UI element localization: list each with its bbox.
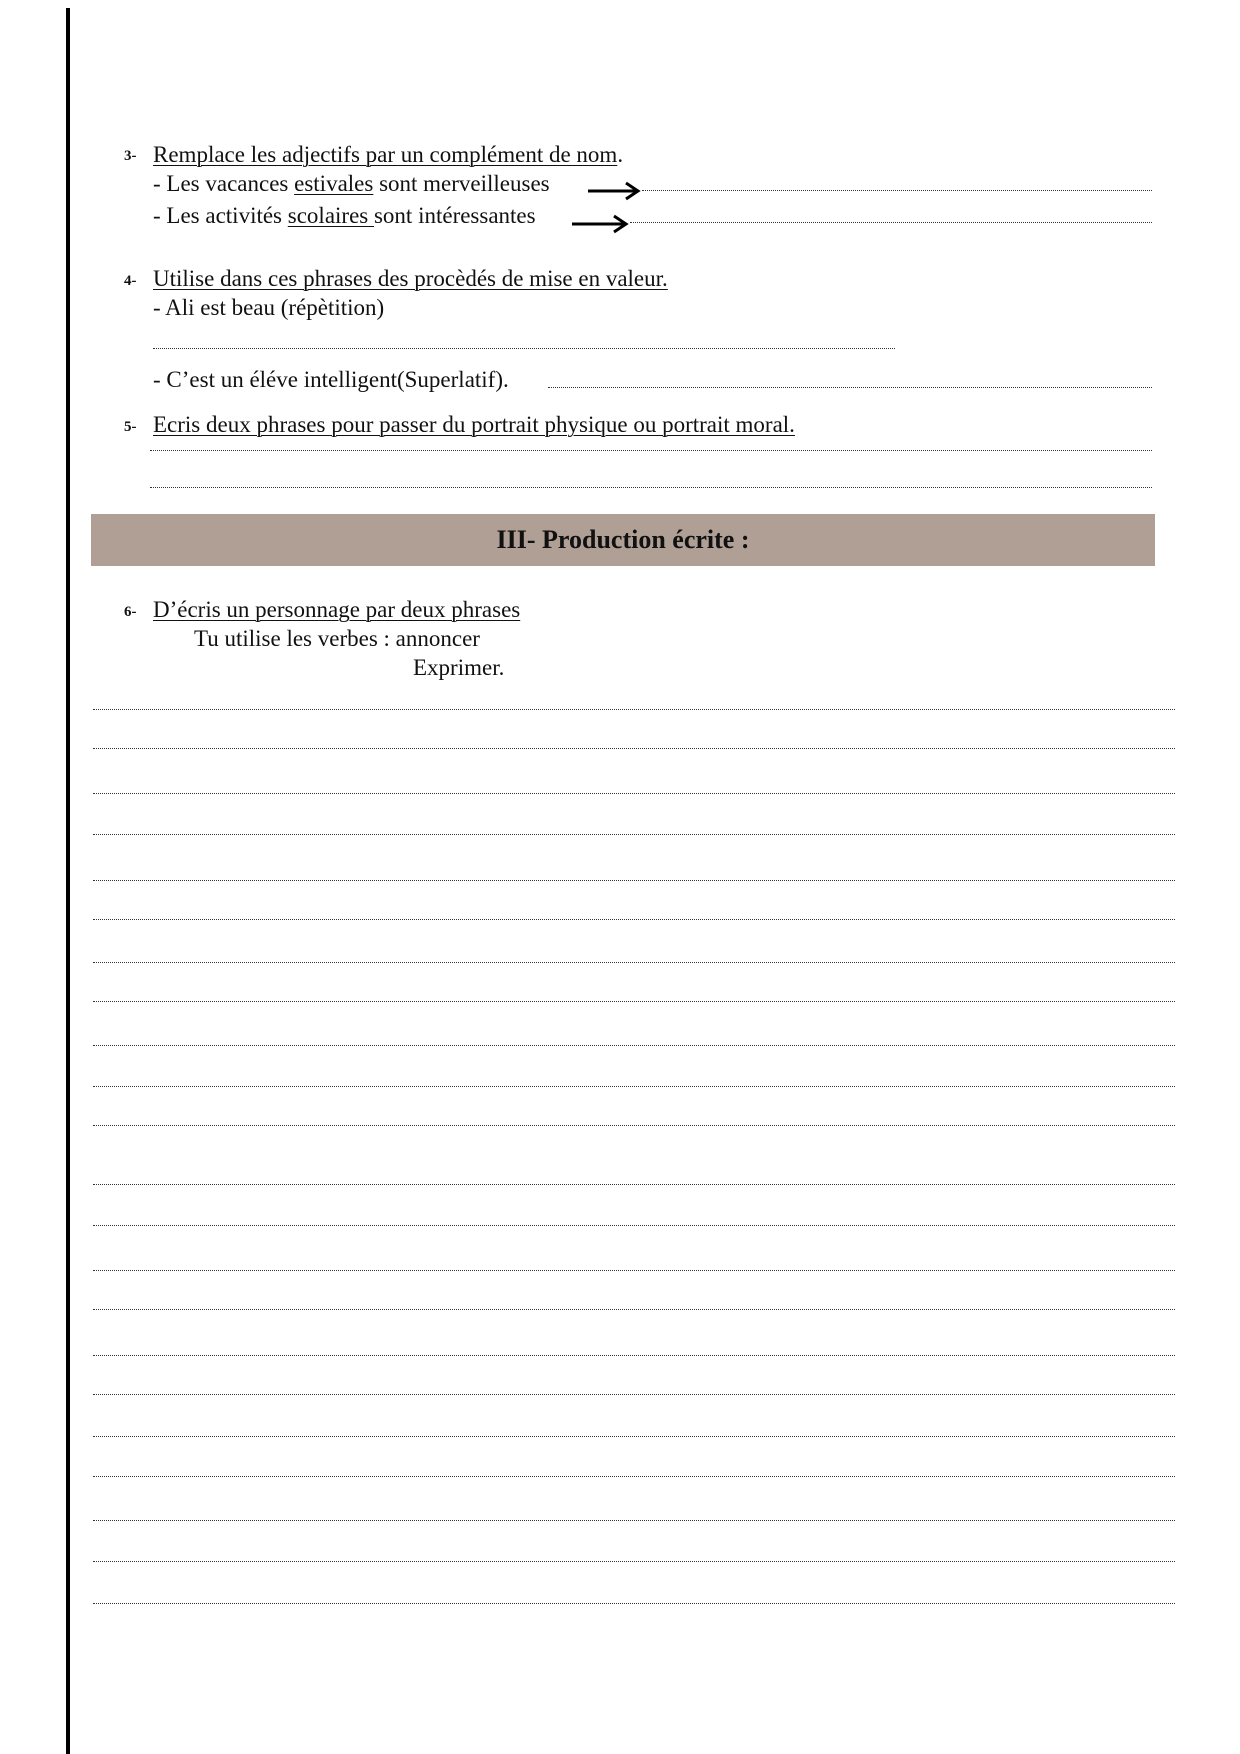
writing-line[interactable] (93, 1436, 1175, 1437)
writing-line[interactable] (93, 919, 1175, 920)
writing-line[interactable] (93, 834, 1175, 835)
q3-line2-adjective: scolaires (287, 203, 374, 228)
writing-line[interactable] (93, 709, 1175, 710)
writing-line[interactable] (93, 748, 1175, 749)
writing-line[interactable] (93, 1184, 1175, 1185)
question-4-sentence-1: - Ali est beau (répètition) (153, 295, 385, 320)
writing-line[interactable] (93, 1125, 1175, 1126)
answer-line-q3-1[interactable] (642, 190, 1152, 191)
writing-line[interactable] (93, 1225, 1175, 1226)
answer-line-q5-2[interactable] (150, 487, 1152, 488)
writing-line[interactable] (93, 1603, 1175, 1604)
q3-line1-suffix: sont merveilleuses (373, 171, 550, 196)
question-6-instruction: D’écris un personnage par deux phrases (153, 597, 521, 622)
writing-line[interactable] (93, 962, 1175, 963)
writing-line[interactable] (93, 1001, 1175, 1002)
question-4-sentence-2: - C’est un éléve intelligent(Superlatif). (153, 367, 509, 392)
writing-line[interactable] (93, 1270, 1175, 1271)
q3-line1-prefix: - Les vacances (153, 171, 295, 196)
writing-line[interactable] (93, 1355, 1175, 1356)
answer-line-q5-1[interactable] (150, 450, 1152, 451)
writing-line[interactable] (93, 793, 1175, 794)
writing-line[interactable] (93, 1476, 1175, 1477)
question-6-hint-1: Tu utilise les verbes : annoncer (194, 626, 480, 651)
question-3-number: 3- (124, 148, 137, 164)
answer-line-q3-2[interactable] (630, 222, 1152, 223)
section-banner (91, 514, 1155, 566)
question-3-instruction-text: Remplace les adjectifs par un complément de nom (153, 142, 618, 167)
question-5-instruction: Ecris deux phrases pour passer du portrait physique ou portrait moral. (153, 412, 795, 437)
writing-line[interactable] (93, 1045, 1175, 1046)
arrow-right-icon (586, 180, 642, 202)
writing-line[interactable] (93, 1520, 1175, 1521)
q3-line1-adjective: estivales (294, 171, 374, 196)
question-6-number: 6- (124, 604, 137, 620)
question-3-instruction (153, 141, 623, 169)
answer-line-q4-1[interactable] (153, 348, 895, 349)
writing-line[interactable] (93, 1561, 1175, 1562)
writing-line[interactable] (93, 1394, 1175, 1395)
question-4-instruction: Utilise dans ces phrases des procèdés de mise en valeur. (153, 266, 668, 291)
writing-line[interactable] (93, 880, 1175, 881)
left-margin-bar (66, 8, 70, 1754)
question-3-sentence-2 (153, 202, 536, 230)
q3-line2-suffix: sont intéressantes (373, 203, 536, 228)
answer-line-q4-2[interactable] (548, 387, 1152, 388)
question-5-number: 5- (124, 419, 137, 435)
question-6-hint-2: Exprimer. (413, 655, 505, 680)
writing-line[interactable] (93, 1086, 1175, 1087)
section-title: III- Production écrite : (496, 525, 750, 554)
question-3-sentence-1 (153, 170, 550, 198)
arrow-right-icon (570, 213, 630, 235)
writing-line[interactable] (93, 1309, 1175, 1310)
q3-line2-prefix: - Les activités (153, 203, 288, 228)
question-3-period: . (617, 142, 624, 167)
question-4-number: 4- (124, 273, 137, 289)
